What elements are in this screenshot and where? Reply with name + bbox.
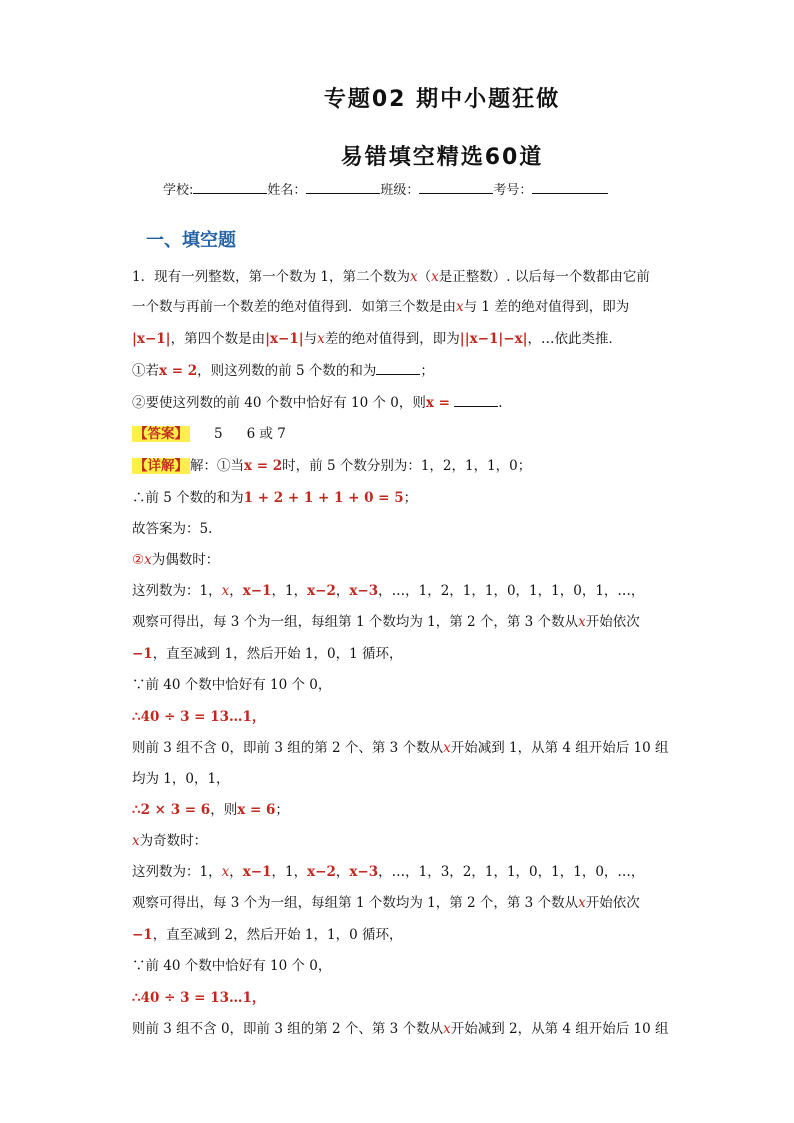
solution-line-18: ∴40 ÷ 3 = 13…1， (132, 990, 266, 1006)
answer-tag: 【答案】 (134, 426, 188, 442)
solution-line-2: ∴前 5 个数的和为1 + 2 + 1 + 1 + 0 = 5； (132, 490, 418, 506)
answer-blank-1[interactable] (376, 362, 420, 375)
school-label: 学校: (163, 183, 194, 198)
school-blank[interactable] (193, 181, 267, 194)
solution-tag: 【详解】 (134, 458, 188, 474)
answer-1: 5 (214, 426, 223, 442)
question-line-3: |x−1|，第四个数是由|x−1|与x差的绝对值得到，即为||x−1|−x|，…依此类推． (132, 331, 623, 347)
exam-no-label: 考号： (493, 183, 533, 198)
answer-blank-2[interactable] (454, 394, 498, 407)
section-heading: 一、填空题 (146, 230, 236, 251)
solution-line-6: 观察可得出，每 3 个为一组，每组第 1 个数均为 1，第 2 个，第 3 个数从x开始依次 (132, 614, 640, 630)
solution-line-3: 故答案为：5. (132, 521, 213, 537)
solution-line-16: −1，直至减到 2，然后开始 1，1，0 循环， (132, 927, 403, 943)
solution-line-11: 均为 1，0，1， (132, 771, 230, 787)
question-part-1: ①若x = 2，则这列数的前 5 个数的和为 ； (132, 363, 434, 379)
solution-line-7: −1，直至减到 1，然后开始 1，0，1 循环， (132, 646, 403, 662)
name-blank[interactable] (306, 181, 380, 194)
exam-no-blank[interactable] (532, 181, 608, 194)
solution-line-1: 【详解】 解：①当x = 2时，前 5 个数分别为：1，2，1，1，0； (134, 458, 532, 474)
name-label: 姓名： (267, 183, 307, 198)
solution-line-17: ∵前 40 个数中恰好有 10 个 0， (132, 958, 332, 974)
question-line-2: 一个数与再前一个数差的绝对值得到．如第三个数是由x与 1 差的绝对值得到，即为 (132, 299, 630, 315)
question-line-1: 1．现有一列整数，第一个数为 1，第二个数为x（x是正整数）. 以后每一个数都由它前 (132, 269, 650, 285)
solution-line-19: 则前 3 组不含 0，即前 3 组的第 2 个、第 3 个数从x开始减到 2，从第 4 组开始后 10 组 (132, 1021, 669, 1037)
solution-line-13: x为奇数时： (132, 833, 208, 849)
answer-line (132, 425, 672, 443)
question-part-2: ②要使这列数的前 40 个数中恰好有 10 个 0，则x = . (132, 395, 503, 411)
solution-line-15: 观察可得出，每 3 个为一组，每组第 1 个数均为 1，第 2 个，第 3 个数从x开始依次 (132, 895, 640, 911)
solution-line-10: 则前 3 组不含 0，即前 3 组的第 2 个、第 3 个数从x开始减到 1，从第 4 组开始后 10 组 (132, 740, 669, 756)
answer-2: 6 或 7 (246, 426, 286, 442)
class-label: 班级： (380, 183, 420, 198)
class-blank[interactable] (419, 181, 493, 194)
solution-line-4: ②x为偶数时： (132, 552, 220, 568)
solution-line-8: ∵前 40 个数中恰好有 10 个 0， (132, 677, 332, 693)
solution-line-12: ∴2 × 3 = 6，则x = 6； (132, 802, 289, 818)
student-info-line (163, 179, 608, 198)
doc-title: 专题02 期中小题狂做 (323, 87, 561, 112)
doc-subtitle: 易错填空精选60道 (340, 145, 544, 170)
solution-line-9: ∴40 ÷ 3 = 13…1， (132, 709, 266, 725)
solution-line-5: 这列数为：1，x，x−1，1，x−2，x−3，…，1，2，1，1，0，1，1，0，1，…， (132, 583, 645, 599)
solution-line-14: 这列数为：1，x，x−1，1，x−2，x−3，…，1，3，2，1，1，0，1，1，0，…， (132, 864, 645, 880)
